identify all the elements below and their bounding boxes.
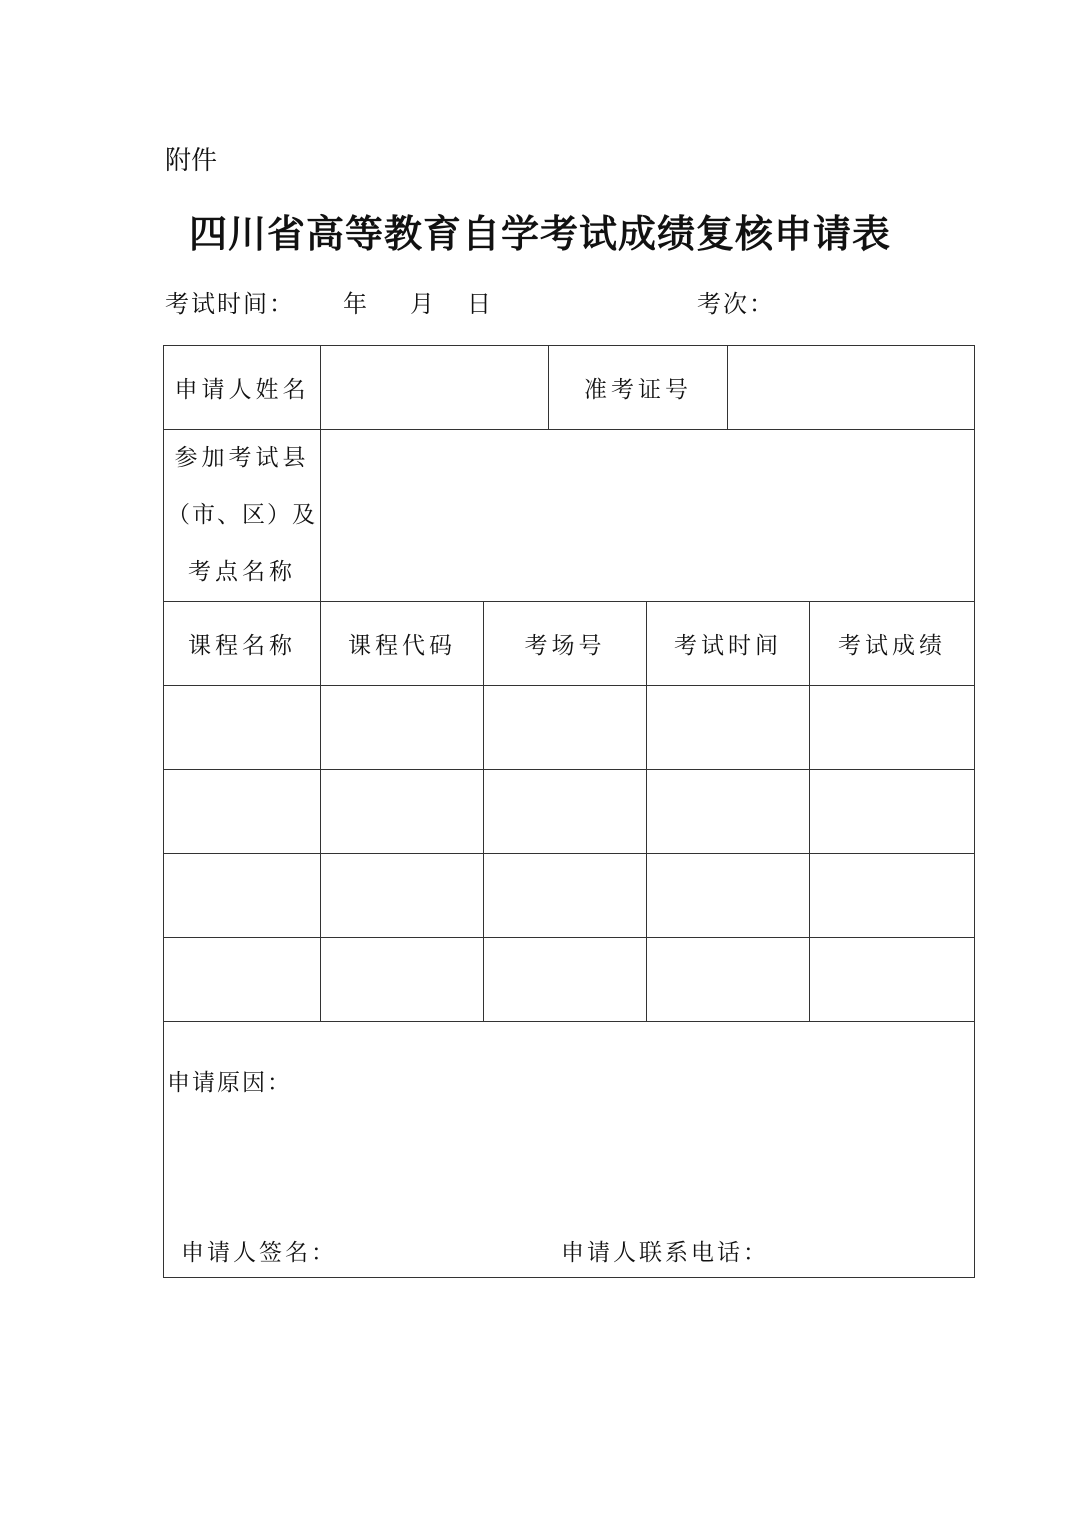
reason-label: 申请原因：	[167, 1070, 292, 1096]
course-name-cell[interactable]	[164, 686, 321, 770]
applicant-name-field[interactable]	[321, 346, 549, 430]
exam-room-cell[interactable]	[484, 770, 647, 854]
month-label: 月	[410, 290, 436, 318]
admission-no-field[interactable]	[728, 346, 975, 430]
exam-site-label-line-2: （市、区）及	[167, 502, 317, 528]
course-code-cell[interactable]	[321, 854, 484, 938]
course-code-cell[interactable]	[321, 686, 484, 770]
exam-time-cell[interactable]	[647, 938, 810, 1022]
admission-no-label: 准考证号	[549, 346, 728, 430]
application-form-table	[163, 345, 975, 1278]
course-code-header: 课程代码	[321, 602, 484, 686]
session-label: 考次：	[697, 290, 775, 318]
exam-room-cell[interactable]	[484, 938, 647, 1022]
exam-site-field[interactable]	[321, 430, 975, 602]
course-name-cell[interactable]	[164, 770, 321, 854]
day-label: 日	[467, 290, 493, 318]
exam-room-cell[interactable]	[484, 686, 647, 770]
exam-site-row	[164, 430, 975, 602]
exam-room-header: 考场号	[484, 602, 647, 686]
course-row	[164, 770, 975, 854]
reason-row	[164, 1022, 975, 1278]
exam-site-label	[164, 430, 321, 602]
course-row	[164, 938, 975, 1022]
exam-score-header: 考试成绩	[810, 602, 975, 686]
exam-time-label: 考试时间：	[165, 290, 295, 318]
exam-room-cell[interactable]	[484, 854, 647, 938]
course-header-row	[164, 602, 975, 686]
course-row	[164, 854, 975, 938]
reason-field[interactable]	[164, 1022, 975, 1278]
applicant-name-label: 申请人姓名	[164, 346, 321, 430]
signature-label: 申请人签名：	[181, 1240, 337, 1266]
exam-score-cell[interactable]	[810, 686, 975, 770]
year-label: 年	[343, 290, 369, 318]
exam-site-label-line-3: 考点名称	[188, 559, 296, 585]
applicant-row	[164, 346, 975, 430]
exam-time-cell[interactable]	[647, 686, 810, 770]
exam-score-cell[interactable]	[810, 938, 975, 1022]
course-row	[164, 686, 975, 770]
course-code-cell[interactable]	[321, 770, 484, 854]
form-title: 四川省高等教育自学考试成绩复核申请表	[188, 212, 891, 256]
exam-site-label-line-1: 参加考试县	[174, 445, 310, 471]
exam-score-cell[interactable]	[810, 854, 975, 938]
exam-time-cell[interactable]	[647, 770, 810, 854]
exam-score-cell[interactable]	[810, 770, 975, 854]
course-name-header: 课程名称	[164, 602, 321, 686]
exam-time-header: 考试时间	[647, 602, 810, 686]
course-name-cell[interactable]	[164, 938, 321, 1022]
exam-time-cell[interactable]	[647, 854, 810, 938]
phone-label: 申请人联系电话：	[561, 1240, 769, 1266]
course-code-cell[interactable]	[321, 938, 484, 1022]
attachment-label: 附件	[165, 146, 218, 176]
course-name-cell[interactable]	[164, 854, 321, 938]
